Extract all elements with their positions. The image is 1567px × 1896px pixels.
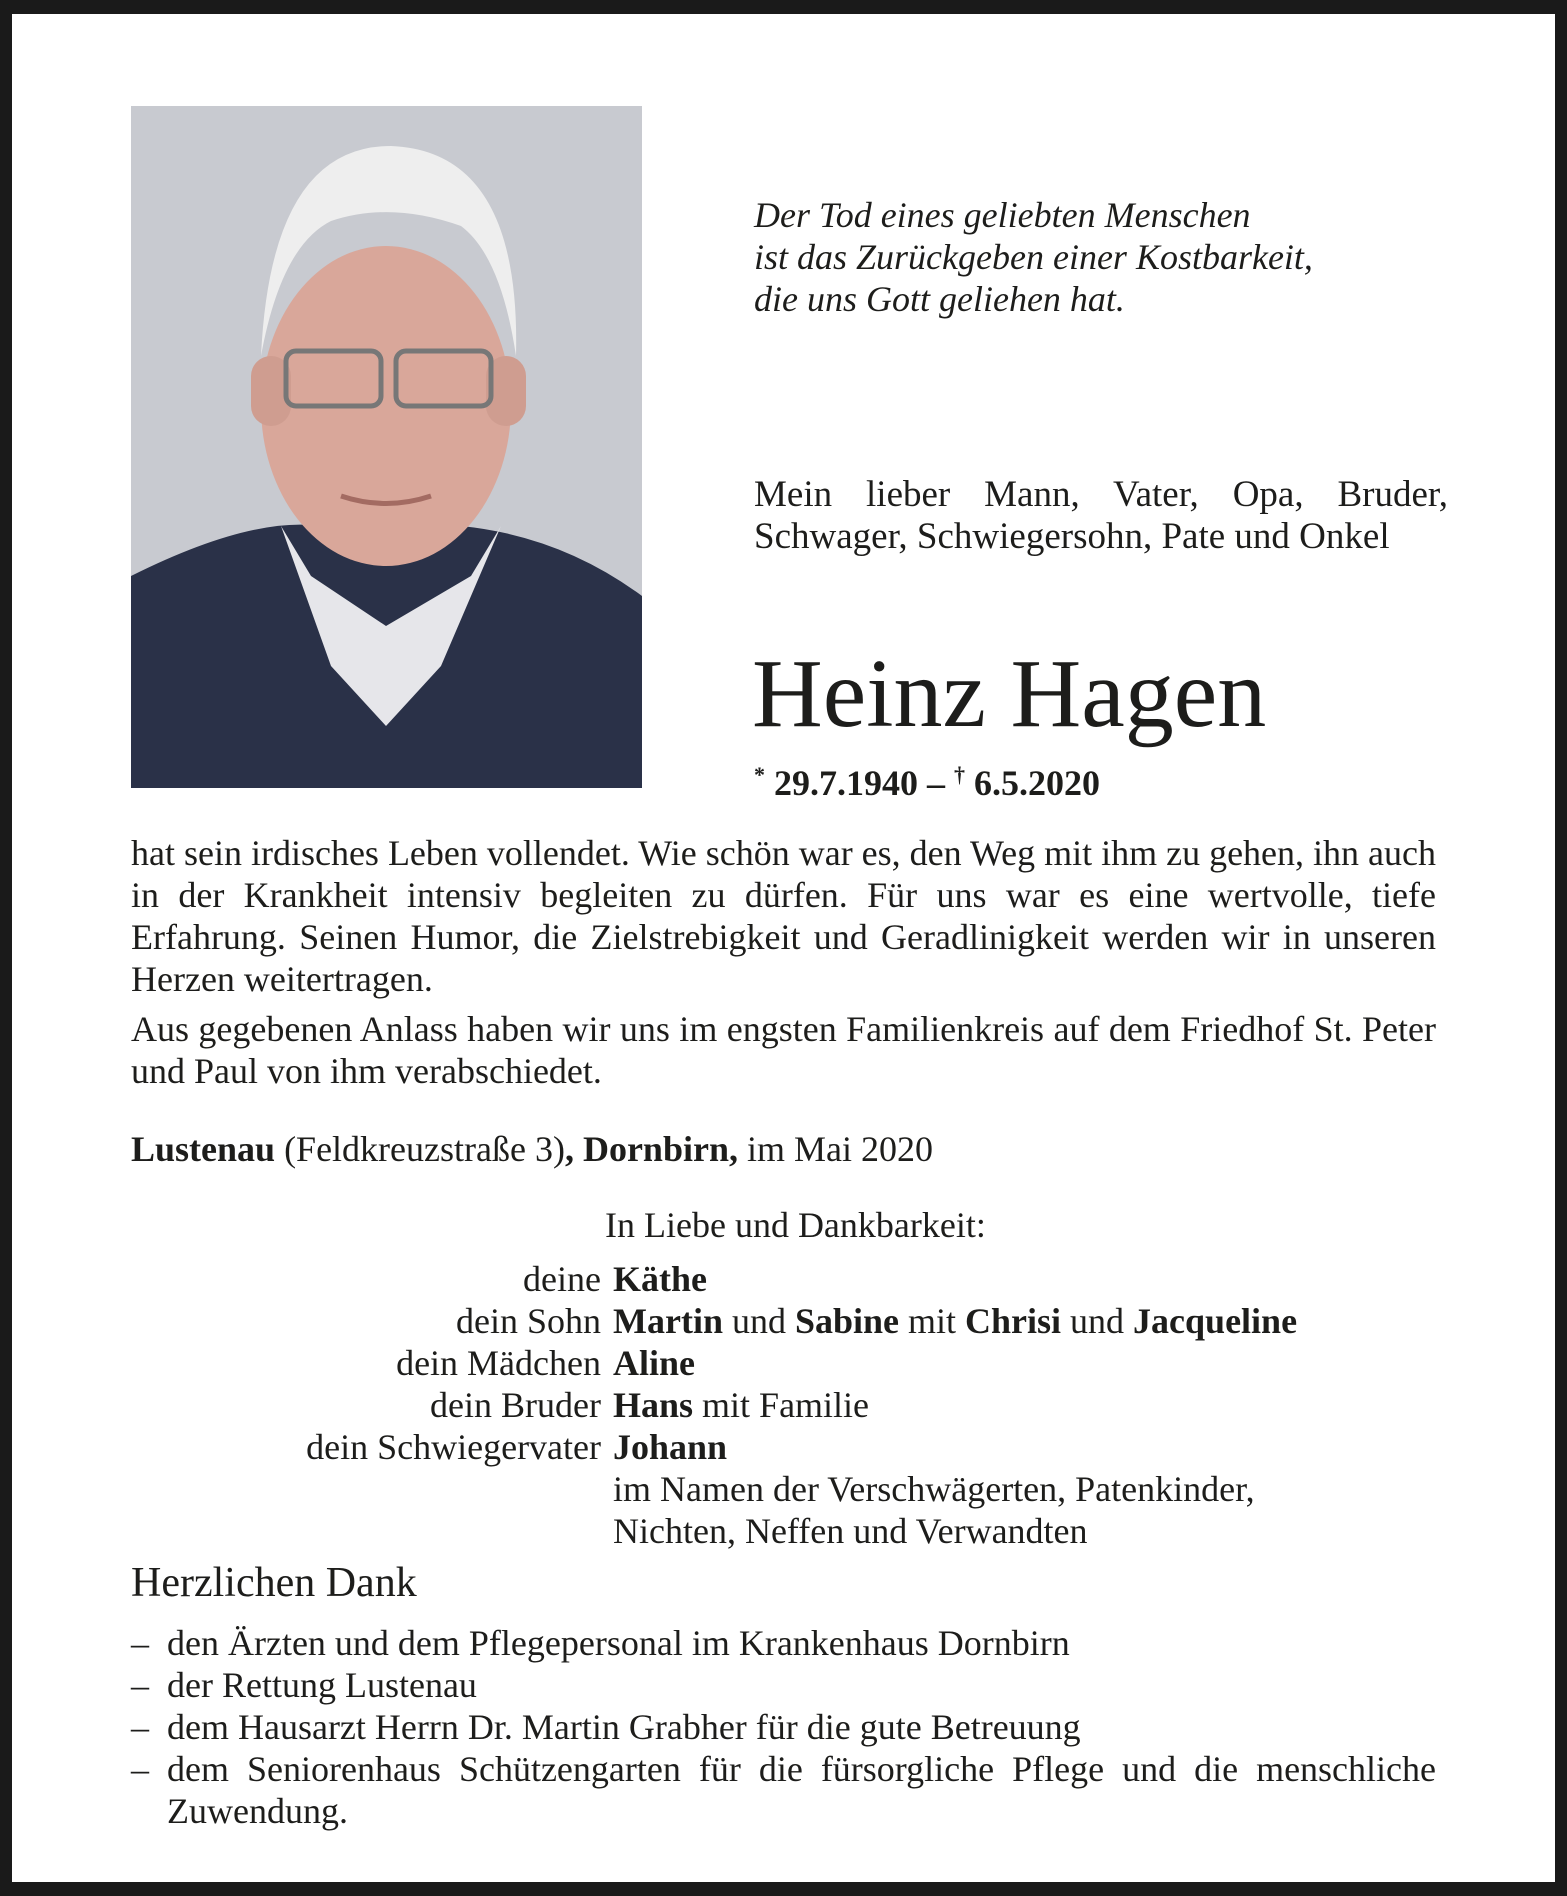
comma: , xyxy=(564,1129,583,1169)
relation: deine xyxy=(523,1259,601,1299)
portrait-photo xyxy=(131,106,642,788)
dash-bullet: – xyxy=(131,1665,149,1705)
birth-date: 29.7.1940 xyxy=(774,763,918,803)
connector-text: und xyxy=(722,1301,795,1341)
month-year: im Mai 2020 xyxy=(737,1129,933,1169)
relation: dein Sohn xyxy=(455,1301,601,1341)
connector-text: mit Familie xyxy=(693,1385,870,1425)
body-paragraph: hat sein irdisches Leben vollendet. Wie schön war es, den Weg mit ihm zu gehen, ihn auch in der Krankheit intensiv begleiten zu dürfen. Für uns war es eine wertvolle, tiefe Erfahrung. Seinen Humor, die Zielstrebigkeit und Geradlinigkeit werden wir in unseren Herzen weitertragen. xyxy=(131,833,1436,999)
family-row xyxy=(131,1468,1297,1510)
life-dates xyxy=(754,762,1100,804)
member-name: Sabine xyxy=(794,1301,900,1341)
death-symbol: † xyxy=(954,762,965,787)
family-row xyxy=(131,1258,1297,1300)
body-text xyxy=(131,832,1436,1100)
connector-text: mit xyxy=(899,1301,966,1341)
member-name: Hans xyxy=(613,1385,694,1425)
deceased-name: Heinz Hagen xyxy=(752,640,1267,748)
member-name: Martin xyxy=(613,1301,723,1341)
city-dornbirn: Dornbirn, xyxy=(582,1129,738,1169)
family-members xyxy=(613,1384,869,1426)
family-members xyxy=(613,1258,707,1300)
address: (Feldkreuzstraße 3) xyxy=(275,1129,565,1169)
thanks-text: der Rettung Lustenau xyxy=(167,1665,477,1705)
thanks-list xyxy=(131,1622,1436,1832)
body-paragraph: Aus gegebenen Anlass haben wir uns im engsten Familienkreis auf dem Friedhof St. Peter und Paul von ihm verabschiedet. xyxy=(131,1009,1436,1091)
thanks-text: dem Hausarzt Herrn Dr. Martin Grabher für die gute Betreuung xyxy=(167,1707,1081,1747)
member-name: Aline xyxy=(613,1343,696,1383)
thanks-text: dem Seniorenhaus Schützengarten für die fürsorgliche Pflege und die menschliche Zuwendung. xyxy=(167,1749,1436,1831)
place-date-line xyxy=(131,1128,933,1170)
connector-text: und xyxy=(1061,1301,1134,1341)
quote-line: die uns Gott geliehen hat. xyxy=(754,279,1125,319)
family-row xyxy=(131,1300,1297,1342)
date-separator: – xyxy=(918,763,954,803)
family-row xyxy=(131,1510,1297,1552)
relation: dein Schwiegervater xyxy=(306,1427,601,1467)
family-members xyxy=(613,1300,1297,1342)
death-date: 6.5.2020 xyxy=(974,763,1100,803)
family-members xyxy=(613,1426,727,1468)
family-row xyxy=(131,1342,1297,1384)
relation: dein Mädchen xyxy=(396,1343,601,1383)
member-name: Käthe xyxy=(613,1259,707,1299)
city-lustenau: Lustenau xyxy=(131,1129,276,1169)
relation xyxy=(131,1468,613,1510)
relation: dein Bruder xyxy=(430,1385,601,1425)
love-line: In Liebe und Dankbarkeit: xyxy=(605,1205,986,1245)
birth-symbol: * xyxy=(754,762,765,787)
dash-bullet: – xyxy=(131,1707,149,1747)
thanks-item xyxy=(131,1748,1436,1832)
relation xyxy=(131,1510,613,1552)
family-members xyxy=(613,1468,1255,1510)
memorial-quote xyxy=(754,194,1313,320)
family-row xyxy=(131,1384,1297,1426)
quote-line: Der Tod eines geliebten Menschen xyxy=(754,195,1251,235)
thanks-item xyxy=(131,1706,1436,1748)
dash-bullet: – xyxy=(131,1749,149,1789)
connector-text: Nichten, Neffen und Verwandten xyxy=(613,1511,1088,1551)
thanks-text: den Ärzten und dem Pflegepersonal im Krankenhaus Dornbirn xyxy=(167,1623,1070,1663)
family-members xyxy=(613,1510,1088,1552)
connector-text: im Namen der Verschwägerten, Patenkinder, xyxy=(613,1469,1255,1509)
quote-line: ist das Zurückgeben einer Kostbarkeit, xyxy=(754,237,1313,277)
obituary-page xyxy=(12,14,1555,1882)
thanks-title: Herzlichen Dank xyxy=(131,1560,417,1606)
member-name: Johann xyxy=(613,1427,728,1467)
member-name: Jacqueline xyxy=(1133,1301,1298,1341)
thanks-item xyxy=(131,1664,1436,1706)
family-members xyxy=(613,1342,695,1384)
family-list xyxy=(131,1258,1297,1552)
member-name: Chrisi xyxy=(965,1301,1062,1341)
intro-text: Mein lieber Mann, Vater, Opa, Bruder, Schwager, Schwiegersohn, Pate und Onkel xyxy=(754,474,1448,557)
dash-bullet: – xyxy=(131,1623,149,1663)
thanks-item xyxy=(131,1622,1436,1664)
family-row xyxy=(131,1426,1297,1468)
